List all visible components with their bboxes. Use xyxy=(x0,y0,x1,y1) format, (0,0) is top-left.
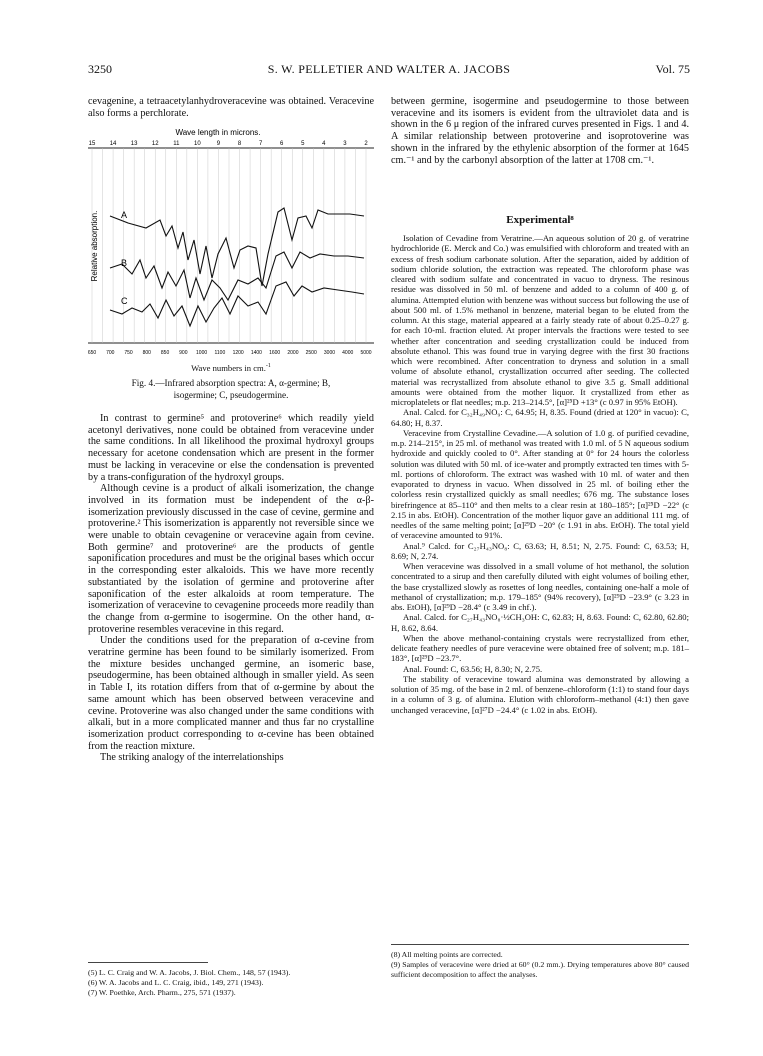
bottom-tick-label: 850 xyxy=(160,350,170,356)
left-opening-paragraph: cevagenine, a tetraacetylanhydroveracevine was obtained. Veracevine also forms a perchlorate. xyxy=(88,96,374,119)
exp-paragraph-3: Veracevine from Crystalline Cevadine.—A solution of 1.0 g. of purified cevadine, m.p. 214–215°, in 25 ml. of methanol was treated with 1.0 ml. of 5 N aqueous sodium hydroxide and quickly cooled to 0°. After standing at 0° for 24 hours the colorless solution was diluted with 50 ml. of ice-water and promptly extracted ten times with 5-ml. portions of chloroform. The extract was washed with 10 ml. of water and then evaporated to dryness in vacuo. When dissolved in 25 ml. of boiling ether the colorless resin crystallized quickly as small needles; 676 mg. The substance loses birefringence at 85–110° and then melts to a clear resin at 180–185°; [α]²⁵D −22° (c 2.15 in abs. EtOH). Concentration of the mother liquor gave an additional 111 mg. of needles of the same melting point; [α]²⁹D −20° (c 1.91 in abs. EtOH). The total yield of veracevine amounted to 91%. xyxy=(391,427,689,541)
right-footnotes xyxy=(391,950,689,980)
curve-c-line xyxy=(110,282,364,326)
exp-paragraph-5: When veracevine was dissolved in a small volume of hot methanol, the solution concentrated to a sirup and then carefully diluted with eight volumes of boiling ether, the base crystallized slowly as rosettes of long needles, containing one-half a mole of methanol of crystallization; m.p. 179–185° (94% recovery), [α]²⁹D −23.9° (c 3.23 in abs. EtOH), [α]²⁹D −28.4° (c 3.49 in chf.). xyxy=(391,561,689,612)
exp-paragraph-9: The stability of veracevine toward alumina was demonstrated by allowing a solution of 35 mg. of the base in 2 ml. of benzene–chloroform (1:1) to stand four days in a column of 3 g. of alumina. Elution with chloroform–methanol (4:1) then gave unchanged veracevine, [α]²⁷D −24.4° (c 1.02 in abs. EtOH). xyxy=(391,673,689,715)
bottom-tick-label: 2000 xyxy=(287,350,299,356)
left-body xyxy=(88,413,374,764)
left-paragraph-1: In contrast to germine⁵ and protoverine⁶ which readily yield acetonyl derivatives, none could be obtained from veracevine under the same conditions. In all likelihood the proximal hydroxyl groups necessary for acetone condensation which are present in the former must be lacking in veracevine or else the condensation is prevented by a trans-configuration of the hydroxyl groups. xyxy=(88,413,374,483)
bottom-tick-label: 700 xyxy=(106,350,115,356)
figure-bottom-label-sup: -1 xyxy=(265,363,271,370)
left-paragraph-2: Although cevine is a product of alkali isomerization, the change involved in its formation must be independent of the α-β-isomerization previously discussed in the case of cevine, germine and protoverine.² This isomerization is apparently not reversible since we were unable to obtain cevagenine or veracevine again from cevine. Both germine⁷ and protoverine⁶ are the products of gentle saponification procedures and must be the original bases which occur in the corresponding ester alkaloids. This we have more recently substantiated by the isolation of germine and protoverine after saponification of the ester alkaloids at room temperature. The isomerization of veracevine to cevagenine proceeds more readily than the change from α-germine to isogermine. On the other hand, α-protoverine resembles veracevine in this regard. xyxy=(88,483,374,635)
bottom-tick-label: 5000 xyxy=(360,350,372,356)
exp-paragraph-8: Anal. Found: C, 63.56; H, 8.30; N, 2.75. xyxy=(403,663,543,674)
bottom-tick-label: 1100 xyxy=(214,350,226,356)
bottom-tick-label: 1400 xyxy=(250,350,262,356)
figure-y-label: Relative absorption. xyxy=(90,210,99,282)
experimental-body xyxy=(391,233,689,715)
exp-paragraph-6: Anal. Calcd. for C₂₇H₄₃NO₈·½CH₃OH: C, 62.83; H, 8.63. Found: C, 62.80, 62.80; H, 8.62, 8.64. xyxy=(391,612,689,633)
infrared-spectra-chart xyxy=(88,128,374,360)
exp-paragraph-2: Anal. Calcd. for C₃₂H₄₉NO₉: C, 64.95; H, 8.35. Found (dried at 120° in vacuo): C, 64.80; H, 8.37. xyxy=(391,407,689,428)
right-footnote-rule xyxy=(391,944,689,945)
bottom-tick-label: 800 xyxy=(142,350,151,356)
right-top-text xyxy=(391,96,689,166)
bottom-tick-labels xyxy=(88,350,372,356)
figure-caption xyxy=(88,378,374,401)
bottom-tick-label: 4000 xyxy=(342,350,354,356)
top-tick-label: 2 xyxy=(364,141,368,147)
top-tick-label: 6 xyxy=(280,141,284,147)
bottom-tick-label: 650 xyxy=(88,350,97,356)
footnote-6: (6) W. A. Jacobs and L. C. Craig, ibid., 149, 271 (1943). xyxy=(88,978,264,987)
left-footnote-rule xyxy=(88,962,208,963)
figure-top-label: Wave length in microns. xyxy=(175,128,261,137)
top-tick-label: 14 xyxy=(109,141,117,147)
bottom-tick-label: 900 xyxy=(179,350,188,356)
footnote-7: (7) W. Poethke, Arch. Pharm., 275, 571 (1937). xyxy=(88,988,236,997)
bottom-tick-label: 1600 xyxy=(269,350,281,356)
top-tick-label: 15 xyxy=(88,141,96,147)
bottom-tick-label: 1000 xyxy=(196,350,208,356)
figure-bottom-label: Wave numbers in cm. xyxy=(191,363,266,373)
top-tick-label: 11 xyxy=(173,141,180,147)
curve-a-label: A xyxy=(121,210,128,220)
bottom-tick-label: 3000 xyxy=(323,350,336,356)
top-tick-label: 7 xyxy=(258,141,263,147)
top-tick-label: 10 xyxy=(194,141,201,147)
curve-c-label: C xyxy=(121,296,128,306)
figure-caption-line-1: Fig. 4.—Infrared absorption spectra: A, α-germine; B, xyxy=(131,378,331,388)
bottom-tick-label: 1200 xyxy=(232,350,244,356)
top-tick-label: 8 xyxy=(237,141,242,147)
page-number: 3250 xyxy=(88,62,112,76)
curve-b-label: B xyxy=(121,258,128,268)
footnote-5: (5) L. C. Craig and W. A. Jacobs, J. Biol. Chem., 148, 57 (1943). xyxy=(88,968,291,977)
figure-caption-line-2: isogermine; C, pseudogermine. xyxy=(173,389,289,400)
top-tick-label: 13 xyxy=(130,141,138,147)
figure-bottom-label-row xyxy=(88,363,374,373)
infrared-figure xyxy=(88,128,374,360)
page-header xyxy=(88,62,690,78)
exp-paragraph-4: Anal.⁹ Calcd. for C₂₇H₄₃NO₈: C, 63.63; H, 8.51; N, 2.75. Found: C, 63.53; H, 8.69; N, 2.74. xyxy=(391,540,689,561)
bottom-tick-label: 2500 xyxy=(305,350,317,356)
left-top-text xyxy=(88,96,374,119)
top-tick-labels xyxy=(89,141,369,147)
right-opening-paragraph: between germine, isogermine and pseudogermine to those between veracevine and its isomers is evident from the ultraviolet data and is shown in the 6 μ region of the infrared curves presented in Figs. 1 and 4. A similar relationship between protoverine and isoprotoverine was shown in the infrared by the ethylenic absorption of the former at 1645 cm.⁻¹ and by the carbonyl absorption of the latter at 1708 cm.⁻¹. xyxy=(391,96,689,166)
experimental-heading: Experimental⁸ xyxy=(506,214,574,226)
running-authors: S. W. PELLETIER AND WALTER A. JACOBS xyxy=(267,62,511,76)
exp-paragraph-7: When the above methanol-containing crystals were recrystallized from ether, delicate feathery needles of pure veracevine were obtained free of solvent; m.p. 181–183°, [α]²⁹D −23.7°. xyxy=(391,632,689,664)
footnote-8: (8) All melting points are corrected. xyxy=(391,950,503,959)
bottom-tick-label: 750 xyxy=(124,350,133,356)
top-tick-label: 3 xyxy=(343,141,347,147)
left-paragraph-3: Under the conditions used for the preparation of α-cevine from veratrine germine has been found to be similarly isomerized. From the mixture besides unchanged germine, an isomeric base, pseudogermine, has been obtained although in smaller yield. As seen in Table I, its rotation differs from that of α-germine by about the same amount which has been observed between veracevine and cevine. Protoverine was also changed under the same conditions with alkali, but in a more complicated manner and thus far no crystalline isomerization product corresponding to α-cevine has been obtained from the reaction mixture. xyxy=(88,635,374,752)
left-paragraph-4: The striking analogy of the interrelationships xyxy=(100,752,284,764)
top-tick-label: 9 xyxy=(216,141,221,147)
chart-gridlines xyxy=(92,148,366,343)
top-tick-label: 12 xyxy=(151,141,159,147)
volume-label: Vol. 75 xyxy=(655,62,690,76)
top-tick-label: 4 xyxy=(322,141,326,147)
left-footnotes xyxy=(88,968,374,998)
footnote-9: (9) Samples of veracevine were dried at 60° (0.2 mm.). Drying temperatures above 80° caused sufficient decomposition to affect the analyses. xyxy=(391,960,689,979)
exp-paragraph-1: Isolation of Cevadine from Veratrine.—An aqueous solution of 20 g. of veratrine hydrochloride (E. Merck and Co.) was emulsified with chloroform and treated with an excess of fresh sodium carbonate solution. After the separation, aided by addition of sodium chloride solution, the extraction was repeated. The chloroform phase was cleared with sodium sulfate and concentrated in vacuo to dryness. The resinous residue was dissolved in 50 ml. of benzene and added to a column of 400 g. of alumina. Attempted elution with benzene was without success but following the use of about 500 ml. of 1.5% methanol in benzene, material began to be eluted from the column. At this stage, material appeared at a fairly steady rate of about 0.25–0.27 g. for each 10-ml. fraction eluted. At proper intervals the fractions were tested to see whether after concentration and seeding crystallization could be induced from absolute ethanol. This was found true in varying degree with the first 30 fractions which were recombined. After concentration to dryness and solution in a small volume of absolute ethanol, crystallization occurred after seeding. The collected material was recrystallized from absolute ethanol to give 3.5 g. Small additional amounts were obtained from the mother liquor. It crystallized from ether as microplatelets or flat needles; m.p. 213–214.5°, [α]²⁵D +13° (c 0.97 in 95% EtOH). xyxy=(391,233,689,407)
top-tick-label: 5 xyxy=(301,141,305,147)
